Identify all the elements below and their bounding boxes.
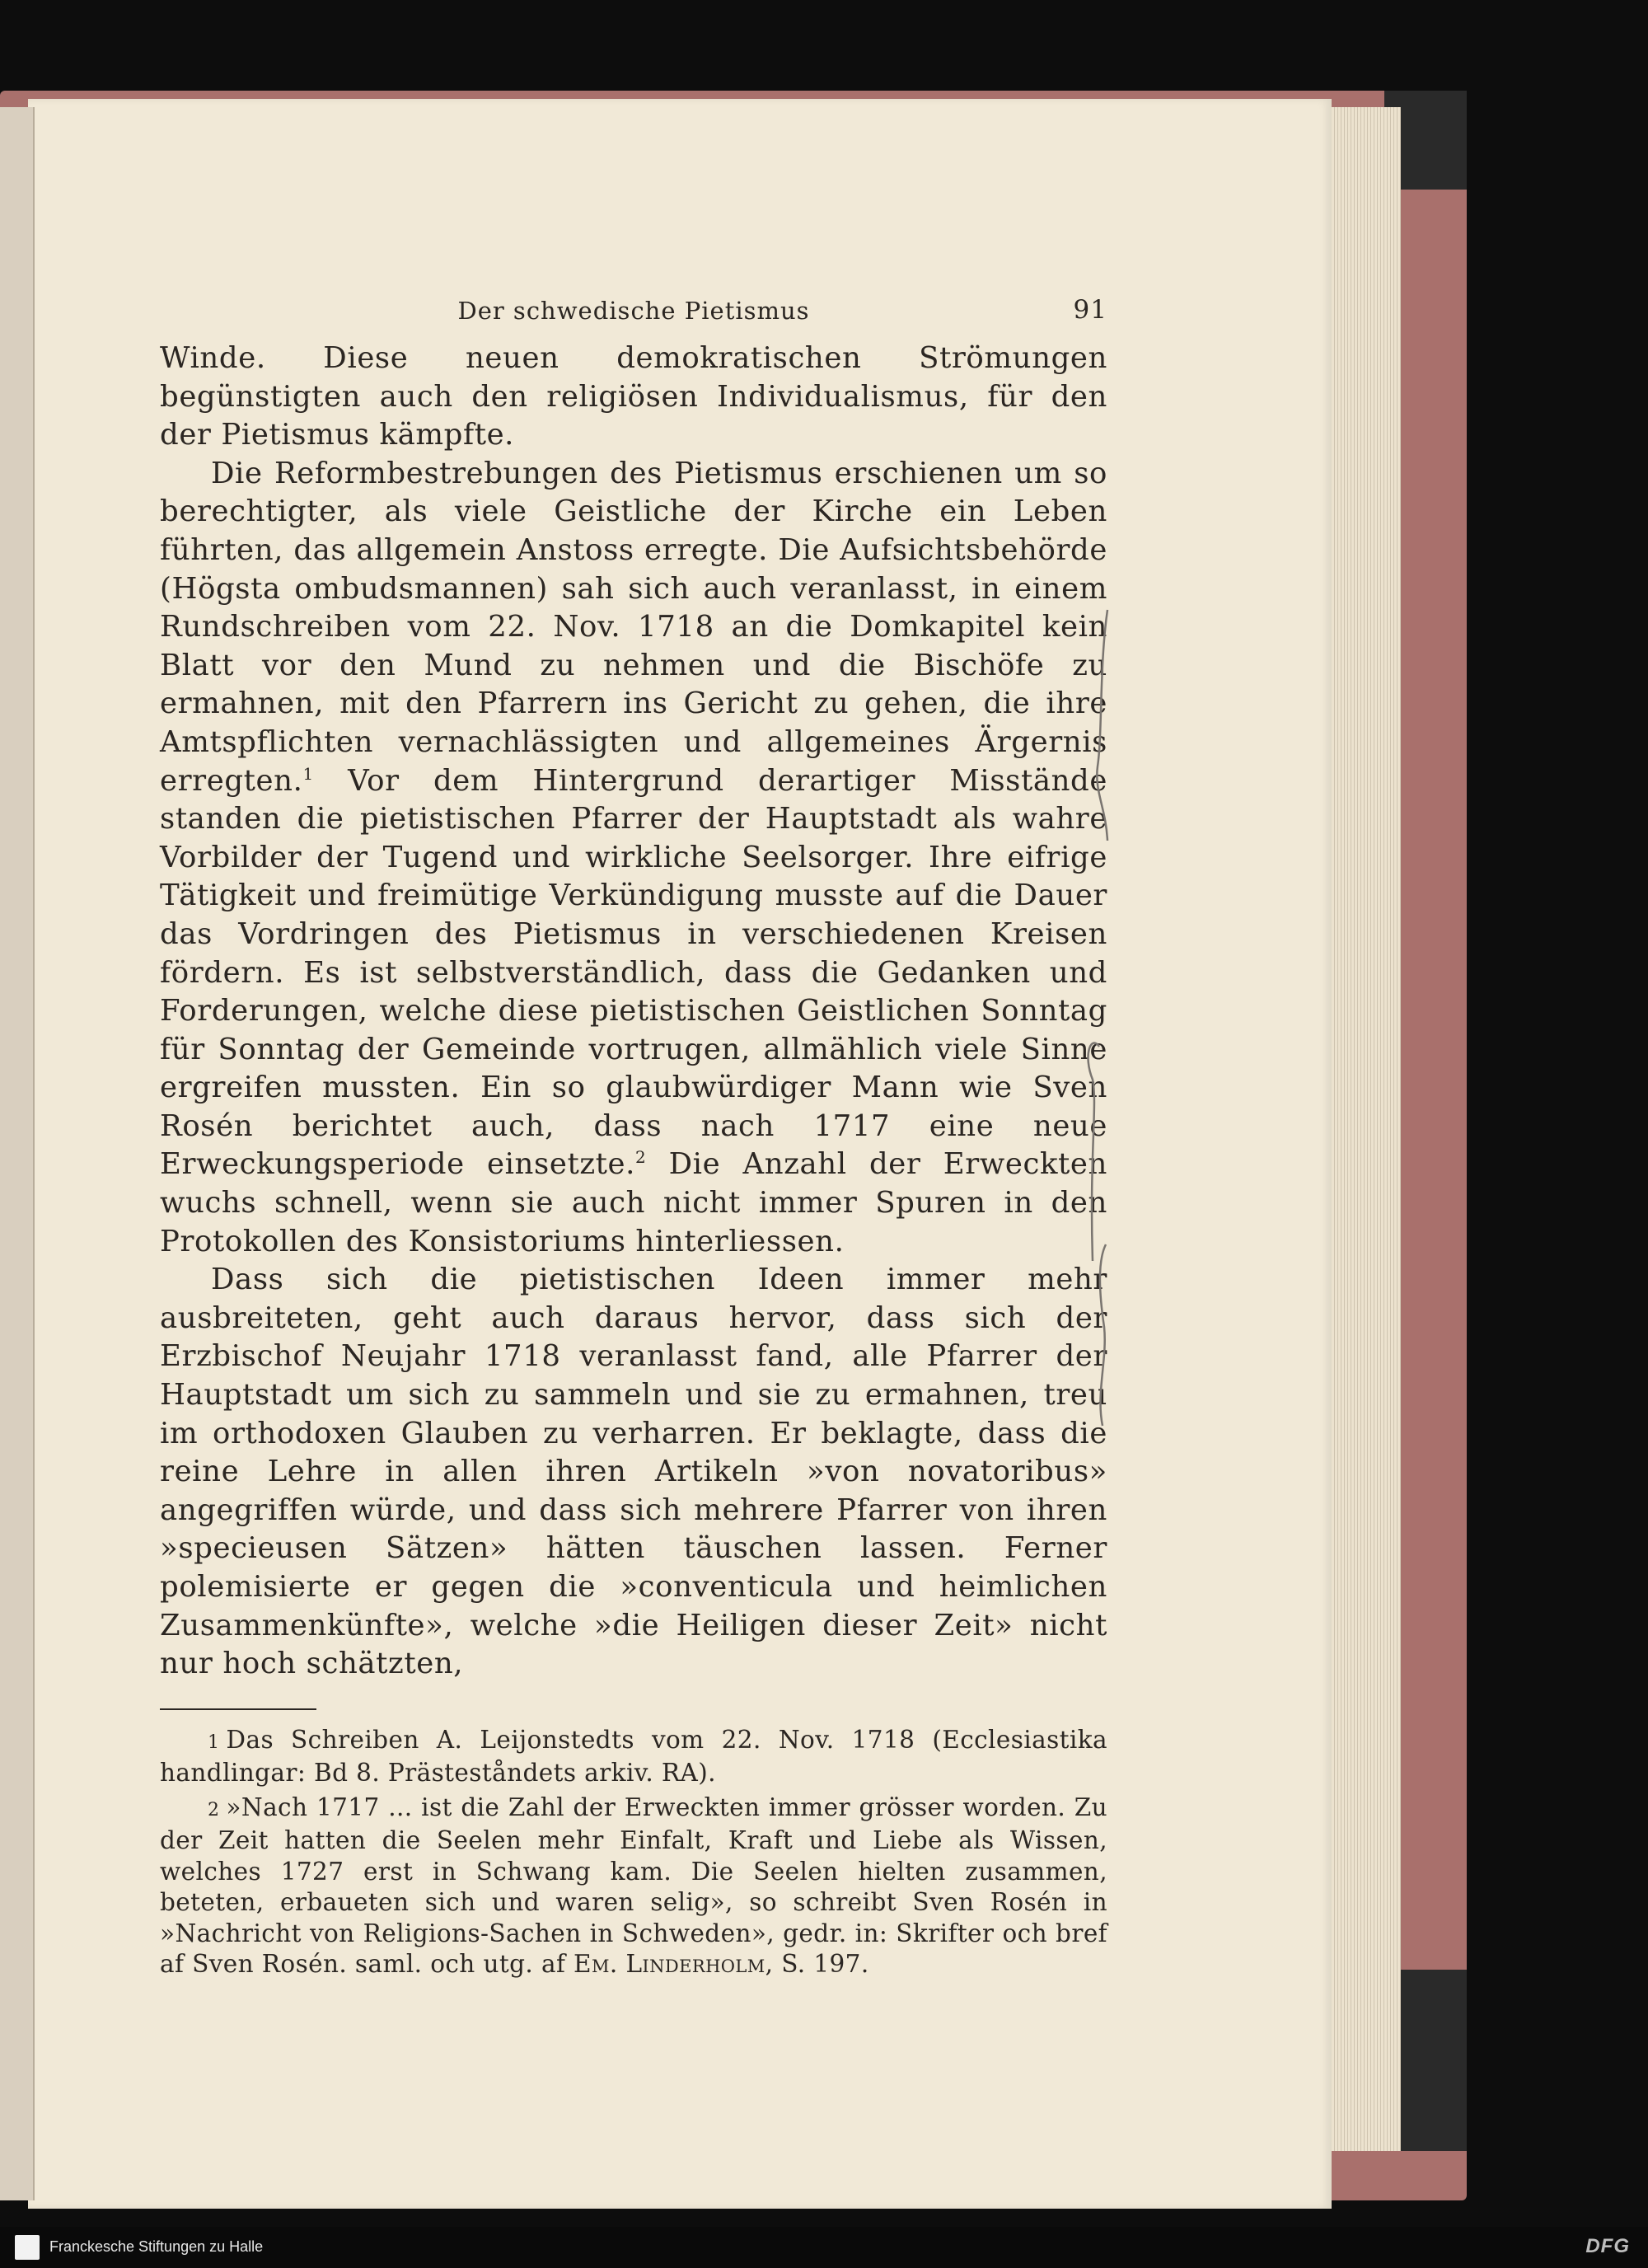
footnotes bbox=[160, 1725, 1107, 1980]
library-name: Franckesche Stiftungen zu Halle bbox=[49, 2238, 264, 2255]
viewer-footer-bar bbox=[0, 2227, 1648, 2268]
paragraph bbox=[160, 1261, 1107, 1684]
footnote bbox=[160, 1792, 1107, 1980]
footnote-reference: 1 bbox=[302, 763, 314, 784]
paragraph-text: Vor dem Hintergrund derartiger Misstände standen die pietistischen Pfarrer der Hauptstadt als wahre Vorbilder der Tugend und wirkliche Seelsorger. Ihre eifrige Tätigkeit und freimütige Verkündigung musste auf die Dauer das Vordringen des Pietismus in verschiedenen Kreisen fördern. Es ist selbstverständlich, dass die Gedanken und Forderungen, welche diese pietistischen Geistlichen Sonntag für Sonntag der Gemeinde vortrugen, allmählich viele Sinne ergreifen mussten. Ein so glaubwürdiger Mann wie Sven Rosén berichtet auch, dass nach 1717 eine neue Erweckungsperiode einsetzte. bbox=[160, 763, 1107, 1182]
library-logo-icon bbox=[15, 2235, 40, 2260]
author-name: Em. Linderholm bbox=[574, 1950, 765, 1979]
footnote bbox=[160, 1725, 1107, 1789]
footnote-reference: 2 bbox=[634, 1147, 647, 1168]
paragraph-text: Dass sich die pietistischen Ideen immer mehr ausbreiteten, geht auch daraus hervor, dass sich der Erzbischof Neujahr 1718 veranlasst fand, alle Pfarrer der Hauptstadt um sich zu sammeln und sie zu ermahnen, treu im orthodoxen Glauben zu verharren. Er beklagte, dass die reine Lehre in allen ihren Artikeln »von novatoribus» angegriffen würde, und dass sich mehrere Pfarrer von ihren »specieusen Sätzen» hätten täuschen lassen. Ferner polemisierte er gegen die »conventicula und heimlichen Zusammenkünfte», welche »die Heiligen dieser Zeit» nicht nur hoch schätzten, bbox=[160, 1263, 1107, 1681]
footnote-number: 2 bbox=[208, 1799, 220, 1820]
footnote-number: 1 bbox=[208, 1731, 220, 1753]
left-page-edge bbox=[0, 107, 35, 2200]
pencil-bracket-mark bbox=[1091, 602, 1124, 849]
footnote-divider bbox=[160, 1708, 316, 1710]
book-page bbox=[28, 99, 1332, 2209]
dfg-logo-label: DFG bbox=[1585, 2235, 1630, 2257]
body-text bbox=[160, 340, 1107, 1684]
page-header bbox=[160, 290, 1107, 340]
cover-corner-bottom bbox=[1393, 1970, 1467, 2151]
footnote-text: , S. 197. bbox=[765, 1950, 869, 1979]
paragraph-text: Winde. Diese neuen demokratischen Strömungen begünstigten auch den religiösen Individualismus, für den der Pietismus kämpfte. bbox=[160, 341, 1107, 452]
pencil-bracket-mark bbox=[1091, 1228, 1132, 1442]
footnote-text: »Nach 1717 ... ist die Zahl der Erweckten immer grösser worden. Zu der Zeit hatten die Seelen mehr Einfalt, Kraft und Liebe als Wissen, welches 1727 erst in Schwang kam. Die Seelen hielten zusammen, beteten, erbaueten sich und waren selig», so schreibt Sven Rosén in »Nachricht von Religions-Sachen in Schweden», gedr. in: Skrifter och bref af Sven Rosén. saml. och utg. af bbox=[160, 1792, 1107, 1979]
paragraph bbox=[160, 455, 1107, 1261]
paragraph bbox=[160, 340, 1107, 455]
page-number: 91 bbox=[1073, 295, 1107, 325]
running-title: Der schwedische Pietismus bbox=[457, 297, 810, 325]
footnote-text: Das Schreiben A. Leijonstedts vom 22. Nov. 1718 (Ecclesiastika handlingar: Bd 8. Prästeståndets arkiv. RA). bbox=[160, 1725, 1107, 1788]
paragraph-text: Die Anzahl der Erweckten wuchs schnell, wenn sie auch nicht immer Spuren in den Protokollen des Konsistoriums hinterliessen. bbox=[160, 1147, 1107, 1258]
paragraph-text: Die Reformbestrebungen des Pietismus erschienen um so berechtigter, als viele Geistliche der Kirche ein Leben führten, das allgemein Anstoss erregte. Die Aufsichtsbehörde (Högsta ombudsmannen) sah sich auch veranlasst, in einem Rundschreiben vom 22. Nov. 1718 an die Domkapitel kein Blatt vor den Mund zu nehmen und die Bischöfe zu ermahnen, mit den Pfarrern ins Gericht zu gehen, die ihre Amtspflichten vernachlässigten und allgemeines Ärgernis erregten. bbox=[160, 456, 1107, 798]
page-text-block bbox=[160, 290, 1107, 1984]
